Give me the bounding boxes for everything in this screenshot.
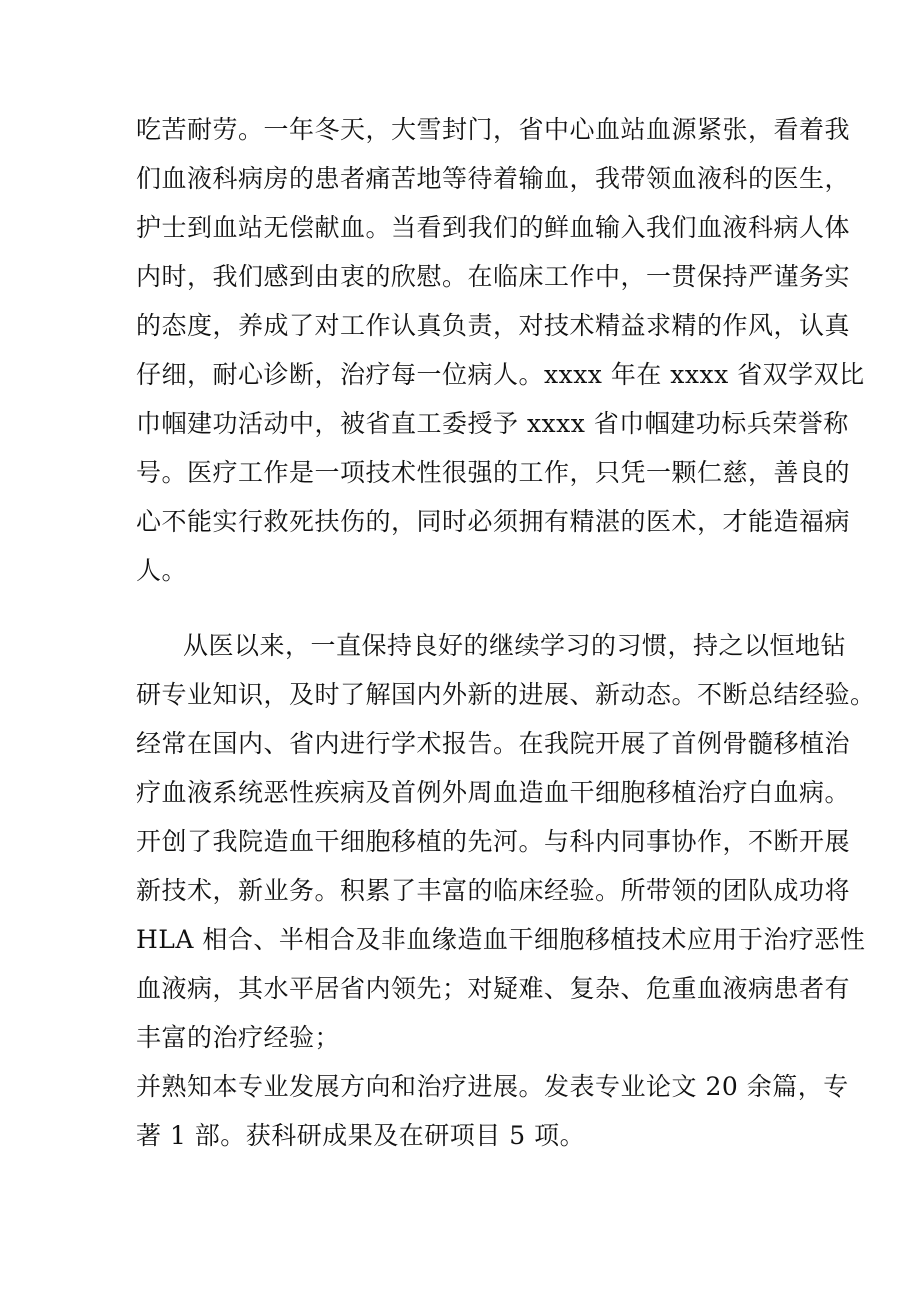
paragraph-line: 新技术，新业务。积累了丰富的临床经验。所带领的团队成功将 [136,876,851,905]
paragraph-line: 著 1 部。获科研成果及在研项目 5 项。 [136,1121,586,1150]
paragraph-line: 疗血液系统恶性疾病及首例外周血造血干细胞移植治疗白血病。 [136,778,851,807]
paragraph-line: 内时，我们感到由衷的欣慰。在临床工作中，一贯保持严谨务实 [136,262,851,291]
paragraph-line: 开创了我院造血干细胞移植的先河。与科内同事协作，不断开展 [136,827,851,856]
paragraph-line: 心不能实行救死扶伤的，同时必须拥有精湛的医术，才能造福病 [136,507,851,536]
paragraph-line: 吃苦耐劳。一年冬天，大雪封门，省中心血站血源紧张，看着我 [136,115,851,144]
paragraph-line: 人。 [136,556,188,585]
paragraph-line: 经常在国内、省内进行学术报告。在我院开展了首例骨髓移植治 [136,729,851,758]
paragraph-line: 们血液科病房的患者痛苦地等待着输血，我带领血液科的医生， [136,164,851,193]
paragraph-line: 丰富的治疗经验； [136,1023,341,1052]
paragraph-line: 研专业知识，及时了解国内外新的进展、新动态。不断总结经验。 [136,680,876,709]
paragraph-line: 从医以来，一直保持良好的继续学习的习惯，持之以恒地钻 [183,631,847,660]
paragraph-line: 号。医疗工作是一项技术性很强的工作，只凭一颗仁慈，善良的 [136,458,851,487]
paragraph-line: HLA 相合、半相合及非血缘造血干细胞移植技术应用于治疗恶性 [136,925,866,954]
paragraph-line: 血液病，其水平居省内领先；对疑难、复杂、危重血液病患者有 [136,974,851,1003]
paragraph-line: 仔细，耐心诊断，治疗每一位病人。xxxx 年在 xxxx 省双学双比 [136,360,865,389]
paragraph-line: 护士到血站无偿献血。当看到我们的鲜血输入我们血液科病人体 [136,213,851,242]
paragraph-line: 的态度，养成了对工作认真负责，对技术精益求精的作风，认真 [136,311,851,340]
paragraph-line: 巾帼建功活动中，被省直工委授予 xxxx 省巾帼建功标兵荣誉称 [136,409,849,438]
paragraph-line: 并熟知本专业发展方向和治疗进展。发表专业论文 20 余篇，专 [136,1072,849,1101]
